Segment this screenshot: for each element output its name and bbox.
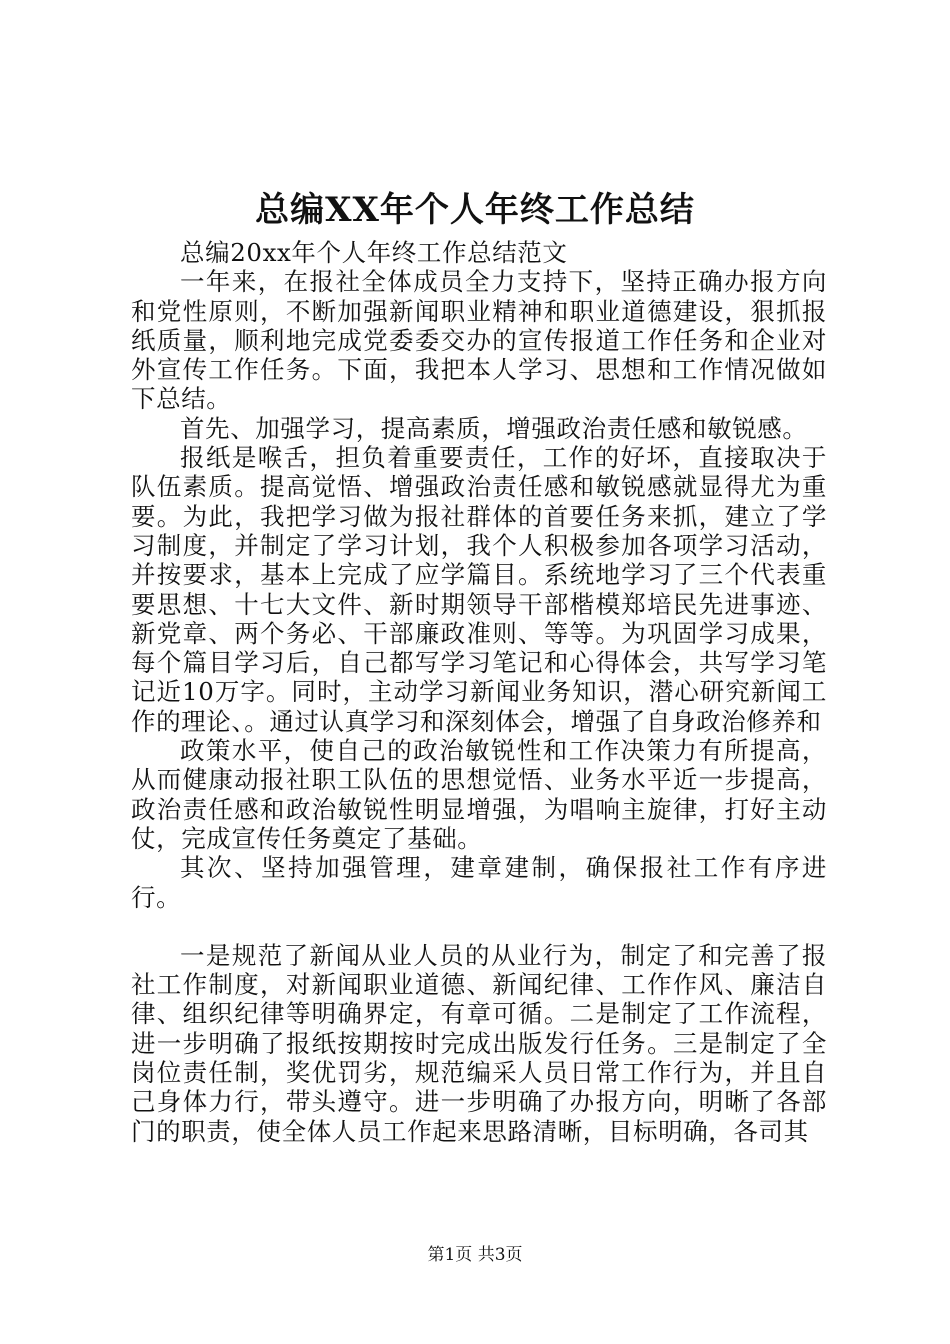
subtitle-paragraph: 总编20xx年个人年终工作总结范文	[180, 238, 568, 267]
body-paragraph: 报纸是喉舌，担负着重要责任，工作的好坏，直接取决于队伍素质。提高觉悟、增强政治责任感和敏锐感就显得尤为重要。为此，我把学习做为报社群体的首要任务来抓，建立了学习制度，并制定了学习计划，我个人积极参加各项学习活动，并按要求，基本上完成了应学篇目。系统地学习了三个代表重要思想、十七大文件、新时期领导干部楷模郑培民先进事迹、新党章、两个务必、干部廉政准则、等等。为巩固学习成果，每个篇目学习后，自己都写学习笔记和心得体会，共写学习笔记近10万字。同时，主动学习新闻业务知识，潜心研究新闻工作的理论、。通过认真学习和深刻体会，增强了自身政治修养和	[131, 443, 827, 736]
page-number: 第1页 共3页	[427, 1245, 523, 1265]
body-paragraph: 一年来，在报社全体成员全力支持下，坚持正确办报方向和党性原则，不断加强新闻职业精神和职业道德建设，狠抓报纸质量，顺利地完成党委委交办的宣传报道工作任务和企业对外宣传工作任务。下面，我把本人学习、思想和工作情况做如下总结。	[131, 267, 827, 414]
section-heading: 其次、坚持加强管理，建章建制，确保报社工作有序进行。	[131, 853, 827, 912]
document-body	[131, 238, 827, 1146]
document-title: 总编XX年个人年终工作总结	[255, 190, 695, 230]
section-heading: 首先、加强学习，提高素质，增强政治责任感和敏锐感。	[180, 413, 808, 443]
body-paragraph: 一是规范了新闻从业人员的从业行为，制定了和完善了报社工作制度，对新闻职业道德、新闻纪律、工作作风、廉洁自律、组织纪律等明确界定，有章可循。二是制定了工作流程，进一步明确了报纸按期按时完成出版发行任务。三是制定了全岗位责任制，奖优罚劣，规范编采人员日常工作行为，并且自己身体力行，带头遵守。进一步明确了办报方向，明晰了各部门的职责，使全体人员工作起来思路清晰，目标明确，各司其	[131, 940, 827, 1146]
body-paragraph: 政策水平，使自己的政治敏锐性和工作决策力有所提高，从而健康动报社职工队伍的思想觉悟、业务水平近一步提高，政治责任感和政治敏锐性明显增强，为唱响主旋律，打好主动仗，完成宣传任务奠定了基础。	[131, 736, 827, 853]
